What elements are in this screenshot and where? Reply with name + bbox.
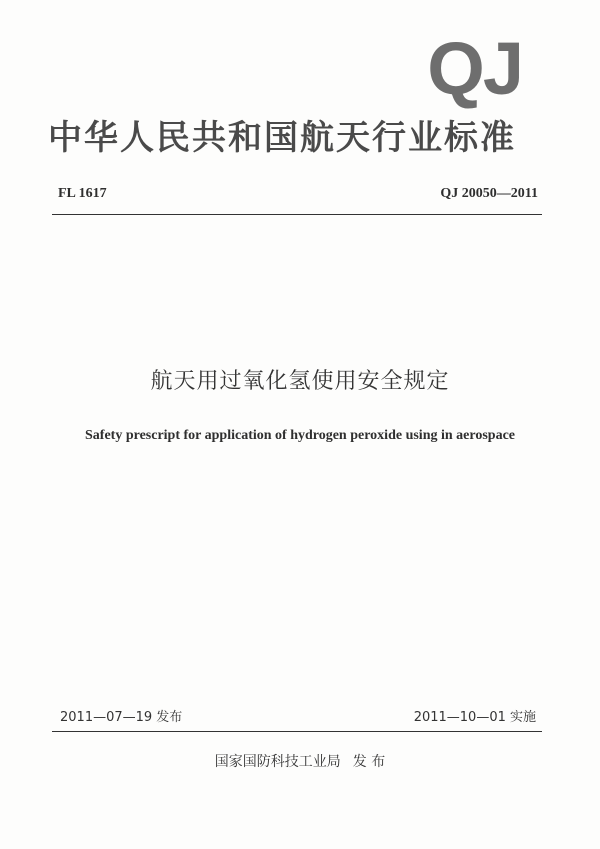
- publisher-action: 发 布: [352, 754, 386, 770]
- standard-number: QJ 20050—2011: [440, 186, 538, 201]
- implement-date: 2011—10—01 实施: [413, 710, 536, 725]
- standard-category-title: 中华人民共和国航天行业标准: [48, 118, 516, 158]
- publisher-line: [0, 751, 600, 771]
- publisher-name: 国家国防科技工业局: [214, 754, 341, 770]
- classification-code: FL 1617: [58, 186, 107, 201]
- document-title-en: Safety prescript for application of hydrogen peroxide using in aerospace: [85, 428, 515, 443]
- issue-date: 2011—07—19 发布: [60, 710, 183, 725]
- top-divider: [52, 214, 542, 215]
- standard-logo: QJ: [427, 27, 522, 110]
- document-title-cn: 航天用过氧化氢使用安全规定: [150, 369, 450, 394]
- bottom-divider: [52, 731, 542, 732]
